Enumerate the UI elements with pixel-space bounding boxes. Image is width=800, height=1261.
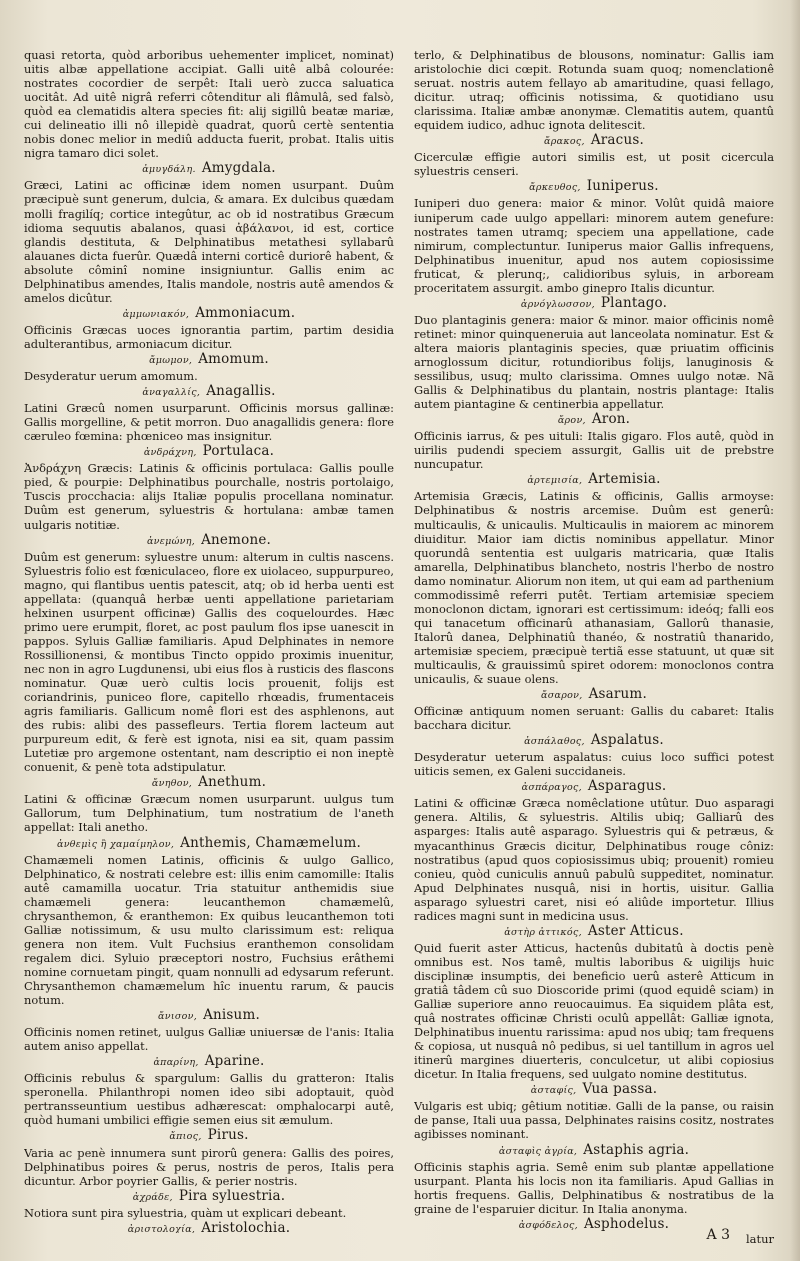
left-column	[24, 48, 394, 1233]
entry-heading	[24, 1054, 394, 1070]
greek-term: ἀρνόγλωσσον,	[520, 298, 595, 310]
entry-text: Quid fuerit aster Atticus, hactenûs dubitatû à doctis penè omnibus est. Nos tamê, multis laboribus & uigilijs huic disciplinæ insumptis, dei beneficio uerû asterê Atticum in gratiâ tâdem cû suo Dioscoride primi (quod equidê sciam) in Galliæ superiore anno reuocauimus. Ea siquidem plâta est, quâ nostrates officinæ Christi oculû appellât: Galliæ ignota, Delphinatibus inuentu rarissima: apud nos ubiq; tam frequens & copiosa, ut nusquâ nô pedibus, si uel tantillum in agros uel itinerû margines diuerteris, conculcetur, ut alibi copiosius dicetur. In Italia frequens, sed uulgato nomine destitutus.	[414, 940, 774, 1082]
latin-headword: Vua passa.	[582, 1081, 658, 1098]
greek-term: ἀναγαλλίς,	[142, 387, 201, 399]
signature-mark: A 3	[706, 1227, 730, 1243]
latin-headword: Anemone.	[201, 531, 272, 548]
greek-term: ἄρον,	[557, 415, 586, 427]
entry-text: Latini & officinæ Græca nomêclatione utûtur. Duo asparagi genera. Altilis, & syluestris. Altilis ubiq; Galliarû des asparges: Italis autê asparago. Syluestris qui & petræus, & myacanthinus Græcis dicitur, Delphinatibus rouge côniz: nostratibus (apud quos copiosissimus ubiq; prouenit) romieu conieu, quòd cuniculis annuû pabulû suppeditet, nominatur. Apud Delphinates nusquâ, nisi in hortis, uisitur. Gallia asparago syluestri caret, nisi eó aliûde importetur. Illius radices magni sunt in medicina usus.	[414, 796, 774, 923]
latin-headword: Asarum.	[588, 686, 647, 703]
latin-headword: Anethum.	[198, 774, 267, 791]
entry-heading	[24, 836, 394, 852]
greek-term: ἄρκευθος,	[529, 182, 581, 194]
entry-text: Duo plantaginis genera: maior & minor. maior officinis nomê retinet: minor quinqueneruia aut lanceolata nominatur. Est & altera maioris plantaginis species, quæ priuatim officinis arnoglossum dicitur, rotundioribus folijs, lanuginosis & sessilibus, usuq; multo clarissima. Omnes uulgo notæ. Nã Gallis & Delphinatibus du plantain, nostris plantage: Italis autem piantagine & centinerbia appellatur.	[414, 312, 774, 412]
latin-headword: Amomum.	[198, 350, 269, 367]
entry-text: Officinis nomen retinet, uulgus Galliæ uniuersæ de l'anis: Italia autem aniso appellat.	[24, 1025, 394, 1054]
latin-headword: Aparine.	[204, 1053, 265, 1070]
entry-heading	[24, 161, 394, 177]
entry-text: Desyderatur ueterum aspalatus: cuius loco suffici potest uiticis semen, ex Galeni succidaneis.	[414, 750, 774, 779]
entry-text: Cicerculæ effigie autori similis est, ut posit cicercula syluestris censeri.	[414, 150, 774, 179]
latin-headword: Asphodelus.	[583, 1215, 670, 1232]
entry-heading	[414, 733, 774, 749]
right-column	[414, 48, 774, 1233]
greek-term: ἄνισον,	[158, 1011, 198, 1023]
greek-term: ἀνθεμὶς ἢ χαμαίμηλον,	[57, 838, 175, 850]
latin-headword: Portulaca.	[202, 443, 275, 460]
left-entries	[24, 161, 394, 1233]
entry-text: Græci, Latini ac officinæ idem nomen usurpant. Duûm præcipuè sunt generum, dulcia, & amara. Ex dulcibus quædam molli fragilíq; cortice integûtur, ac ob id nostratibus Græcum idioma sequutis abalanos, quasi ἀβάλανοι, id est, cortice glandis destituta, & Delphinatibus metathesi syllabarû alauanes dicta fuerûr. Quædâ interni corticê duriorê habent, & absolute côminî nomine insigniuntur. Gallis enim ac Delphinatibus amendes, Italis mandole, nostris autê amendos & amelos dicûtur.	[24, 178, 394, 305]
entry-text: Duûm est generum: syluestre unum: alterum in cultis nascens. Syluestris folio est fœniculaceo, flore ex uiolaceo, suppurpureo, magno, qui flantibus uentis patescit, atq; ob id herba uenti est appellata: (quanquâ herbæ uenti appellatione parietariam helxinen usurpent officinæ) Gallis des coquelourdes. Hæc primo uere erumpit, floret, ac post paulum flos ipse uanescit in pappos. Syluis Galliæ familiaris. Apud Delphinates in nemore Rossillionensi, & montibus Tincto oppido proximis inuenitur, nec non in agro Lugdunensi, ubi eius flos à rusticis des flascons nominatur. Quæ uerò cultis locis prouenit, folijs est coriandrinis, puniceo flore, capitello rhœadis, frumentaceis agris familiaris. Gallicum nomê flori est des asphlenons, aut des rubis: alibi des passefleurs. Tertia florem lacteum aut purpureum edit, & ferè est ignota, nisi ea sit, quam passim Lutetiæ pro argemone ostentant, nam descriptio ei non ineptè conuenit, & penè tota adstipulatur.	[24, 549, 394, 775]
greek-term: ἄμωμον,	[149, 354, 193, 366]
entry-text: Latini Græcû nomen usurparunt. Officinis morsus gallinæ: Gallis morgelline, & petit morron. Duo anagallidis genera: flore cæruleo fœmina: phœniceo mas insignitur.	[24, 401, 394, 444]
entry-heading	[414, 133, 774, 149]
entry-text: Officinis Græcas uoces ignorantia partim, partim desidia adulterantibus, armoniacum dicitur.	[24, 322, 394, 351]
greek-term: ἀσταφὶς ἀγρία,	[498, 1145, 578, 1157]
entry-text: Varia ac penè innumera sunt pirorû genera: Gallis des poires, Delphinatibus poires & perus, nostris de peros, Italis pera dicuntur. Arbor poyrier Gallis, & perier nostris.	[24, 1145, 394, 1188]
entry-heading	[414, 1143, 774, 1159]
latin-headword: Asparagus.	[587, 778, 667, 795]
entry-heading	[414, 779, 774, 795]
latin-headword: Plantago.	[600, 294, 668, 311]
entry-heading	[414, 1082, 774, 1098]
entry-heading	[24, 1128, 394, 1144]
latin-headword: Pirus.	[207, 1127, 249, 1144]
latin-headword: Aracus.	[590, 132, 644, 149]
greek-term: ἀμυγδάλη.	[142, 164, 196, 176]
entry-text: Vulgaris est ubiq; gêtium notitiæ. Galli de la panse, ou raisin de panse, Itali uua passa, Delphinates raisins cositz, nostrates agibisses nominant.	[414, 1099, 774, 1142]
latin-headword: Anthemis, Chamæmelum.	[180, 834, 361, 851]
greek-term: ἄσαρον,	[541, 690, 583, 702]
entry-text: Ἀνδράχνη Græcis: Latinis & officinis portulaca: Gallis poulle pied, & pourpie: Delphinatibus pourchalle, nostris portolaigo, Tuscis procchacia: alijs Italiæ populis procellana nominatur. Duûm est generum, syluestris & hortulana: ambæ tamen uulgaris notitiæ.	[24, 461, 394, 532]
entry-text: Iuniperi duo genera: maior & minor. Volût quidâ maiore iuniperum cade uulgo appellari: minorem autem genefure: nostrates tamen utramq; speciem una appellatione, cade nimirum, complectuntur. Iuniperus maior Gallis infrequens, Delphinatibus inuenitur, apud nos autem copiosissime fruticat, & plerunq;, calidioribus syluis, in arboream proceritatem assurgit. ambo ginepro Italis dicuntur.	[414, 196, 774, 295]
latin-headword: Amygdala.	[201, 160, 276, 177]
entry-heading	[414, 924, 774, 940]
latin-headword: Aron.	[591, 411, 631, 428]
latin-headword: Artemisia.	[588, 471, 661, 488]
greek-term: ἀσφόδελος,	[518, 1219, 578, 1231]
entry-heading	[24, 352, 394, 368]
intro-paragraph: terlo, & Delphinatibus de blousons, nominatur: Gallis iam aristolochie dici cœpit. Rotunda suam quoq; nomenclationê seruat. nostris autem fellayo ab amaritudine, quasi fellago, dicitur. utraq; officinis notissima, & quotidiano usu clarissima. Italiæ ambæ anonymæ. Clematitis autem, quantû equidem iudico, adhuc ignota delitescit.	[414, 48, 774, 133]
latin-headword: Astaphis agria.	[583, 1141, 690, 1158]
entry-heading	[24, 1008, 394, 1024]
entry-text: Officinis iarrus, & pes uituli: Italis gigaro. Flos autê, quòd in uirilis pudendi speciem assurgit, Gallis uit de prebstre nuncupatur.	[414, 429, 774, 472]
greek-term: ἀσταφίς,	[530, 1085, 577, 1097]
entry-heading	[24, 1221, 394, 1233]
entry-heading	[414, 179, 774, 195]
entry-text: Notiora sunt pira syluestria, quàm ut explicari debeant.	[24, 1205, 347, 1220]
entry-heading	[24, 384, 394, 400]
intro-paragraph: quasi retorta, quòd arboribus uehementer implicet, nominat) uitis albæ appellatione accipiat. Galli uitê albâ colourée: nostrates cocordier de serpêt: Itali uerò zucca saluatica uocitât. Ad uitê nigrâ referri côtenditur ali flâmulâ, sed falsò, quòd ea clematidis altera species fit: alij sigillû beatæ mariæ, cui delineatio illi nô illepidè quadrat, quorû certè sententia nobis donec melior in mediû adducta fuerit, probat. Italis uitis nigra tamaro dici solet.	[24, 48, 394, 161]
greek-term: ἀστὴρ ἀττικός,	[504, 926, 582, 938]
greek-term: ἀμμωνιακόν,	[122, 308, 190, 320]
greek-term: ἀχράδε,	[132, 1191, 173, 1203]
entry-text: Chamæmeli nomen Latinis, officinis & uulgo Gallico, Delphinatico, & nostrati celebre est: illis enim camomille: Italis autê camamilla uocatur. Tria statuitur anthemidis siue chamæmeli genera: leucanthemon chamæmelû, chrysanthemon, & eranthemon: Ex quibus leucanthemon toti Galliæ notissimum, & usu multo clarissimum est: reliqua genera non item. Vult Fuchsius eranthemon consolidam regalem dici. Syluio præceptori nostro, Fuchsius erâthemi nomine cornuetam pingit, quam nonnulli ad edysarum referunt. Chrysanthemon chamæmelum hîc inuentu rarum, & paucis notum.	[24, 852, 394, 1008]
greek-term: ἀρτεμισία,	[527, 475, 583, 487]
page-edge-shadow	[790, 0, 800, 1261]
greek-term: ἀσπάραγος,	[521, 782, 582, 794]
entry-text: Officinis staphis agria. Semê enim sub plantæ appellatione usurpant. Planta his locis non ita familiaris. Apud Gallias in hortis frequens. Gallis, Delphinatibus & nostratibus de la graine de l'esparuier dicitur. In Italia anonyma.	[414, 1159, 774, 1216]
greek-term: ἄρακος,	[544, 136, 585, 148]
entry-text: Officinæ antiquum nomen seruant: Gallis du cabaret: Italis bacchara dicitur.	[414, 704, 774, 733]
entry-text: Officinis rebulus & spargulum: Gallis du gratteron: Italis speronella. Philanthropi nomen ideo sibi adoptauit, quòd pertransseuntium uestibus adhærescat: omphalocarpi autê, quòd humani umbilici effigie semen eius sit æmulum.	[24, 1071, 394, 1128]
latin-headword: Pira syluestria.	[178, 1187, 286, 1204]
latin-headword: Iuniperus.	[586, 178, 659, 195]
greek-term: ἀσπάλαθος,	[524, 736, 585, 748]
entry-heading	[24, 533, 394, 549]
entry-heading	[24, 1189, 394, 1205]
entry-text: Artemisia Græcis, Latinis & officinis, Gallis armoyse: Delphinatibus & nostris arcemise. Duûm est generû: multicaulis, & unicaulis. Multicaulis in maiorem ac minorem diuiditur. Maior iam dictis nominibus appellatur. Minor quorundâ sententia est uulgaris matricaria, quæ Italis amarella, Delphinatibus blancheto, nostris l'herbo de nostro damo nominatur. Aliorum non item, ut qui eam ad parthenium commodissimê referri putêt. Tertiam artemisiæ speciem monoclonon dictam, ignorari est certissimum: ideóq; falli eos qui tanacetum officinarû athanasiam, Gallorû thanasie, Italorû danea, Delphinatiû thanéo, & nostratiû thanarido, artemisiæ speciem, præcipuè tertiã esse statuunt, ut quæ sit multicaulis, & grauissimû spiret odorem: monoclonos contra unicaulis, & suaue olens.	[414, 489, 774, 687]
entry-heading	[414, 687, 774, 703]
latin-headword: Ammoniacum.	[195, 304, 296, 321]
right-entries	[414, 133, 774, 1233]
entry-heading	[24, 775, 394, 791]
catchword: latur	[745, 1232, 774, 1246]
greek-term: ἄπιος,	[169, 1131, 202, 1143]
entry-heading	[414, 412, 774, 428]
entry-heading	[414, 296, 774, 312]
greek-term: ἄνηθον,	[151, 778, 193, 790]
latin-headword: Aspalatus.	[590, 732, 664, 749]
greek-term: ἀνδράχνη,	[143, 447, 197, 459]
entry-heading	[24, 306, 394, 322]
greek-term: ἀπαρίνη,	[153, 1057, 199, 1069]
entry-heading	[24, 444, 394, 460]
latin-headword: Anisum.	[203, 1007, 260, 1024]
entry-text: Desyderatur uerum amomum.	[24, 369, 198, 384]
greek-term: ἀνεμώνη,	[146, 535, 196, 547]
latin-headword: Anagallis.	[206, 383, 276, 400]
latin-headword: Aristolochia.	[201, 1219, 291, 1233]
entry-text: Latini & officinæ Græcum nomen usurparunt. uulgus tum Gallorum, tum Delphinatium, tum nostratium de l'aneth appellat: Itali anetho.	[24, 792, 394, 835]
greek-term: ἀριστολοχία,	[127, 1223, 196, 1233]
entry-heading	[414, 472, 774, 488]
latin-headword: Aster Atticus.	[587, 922, 684, 939]
